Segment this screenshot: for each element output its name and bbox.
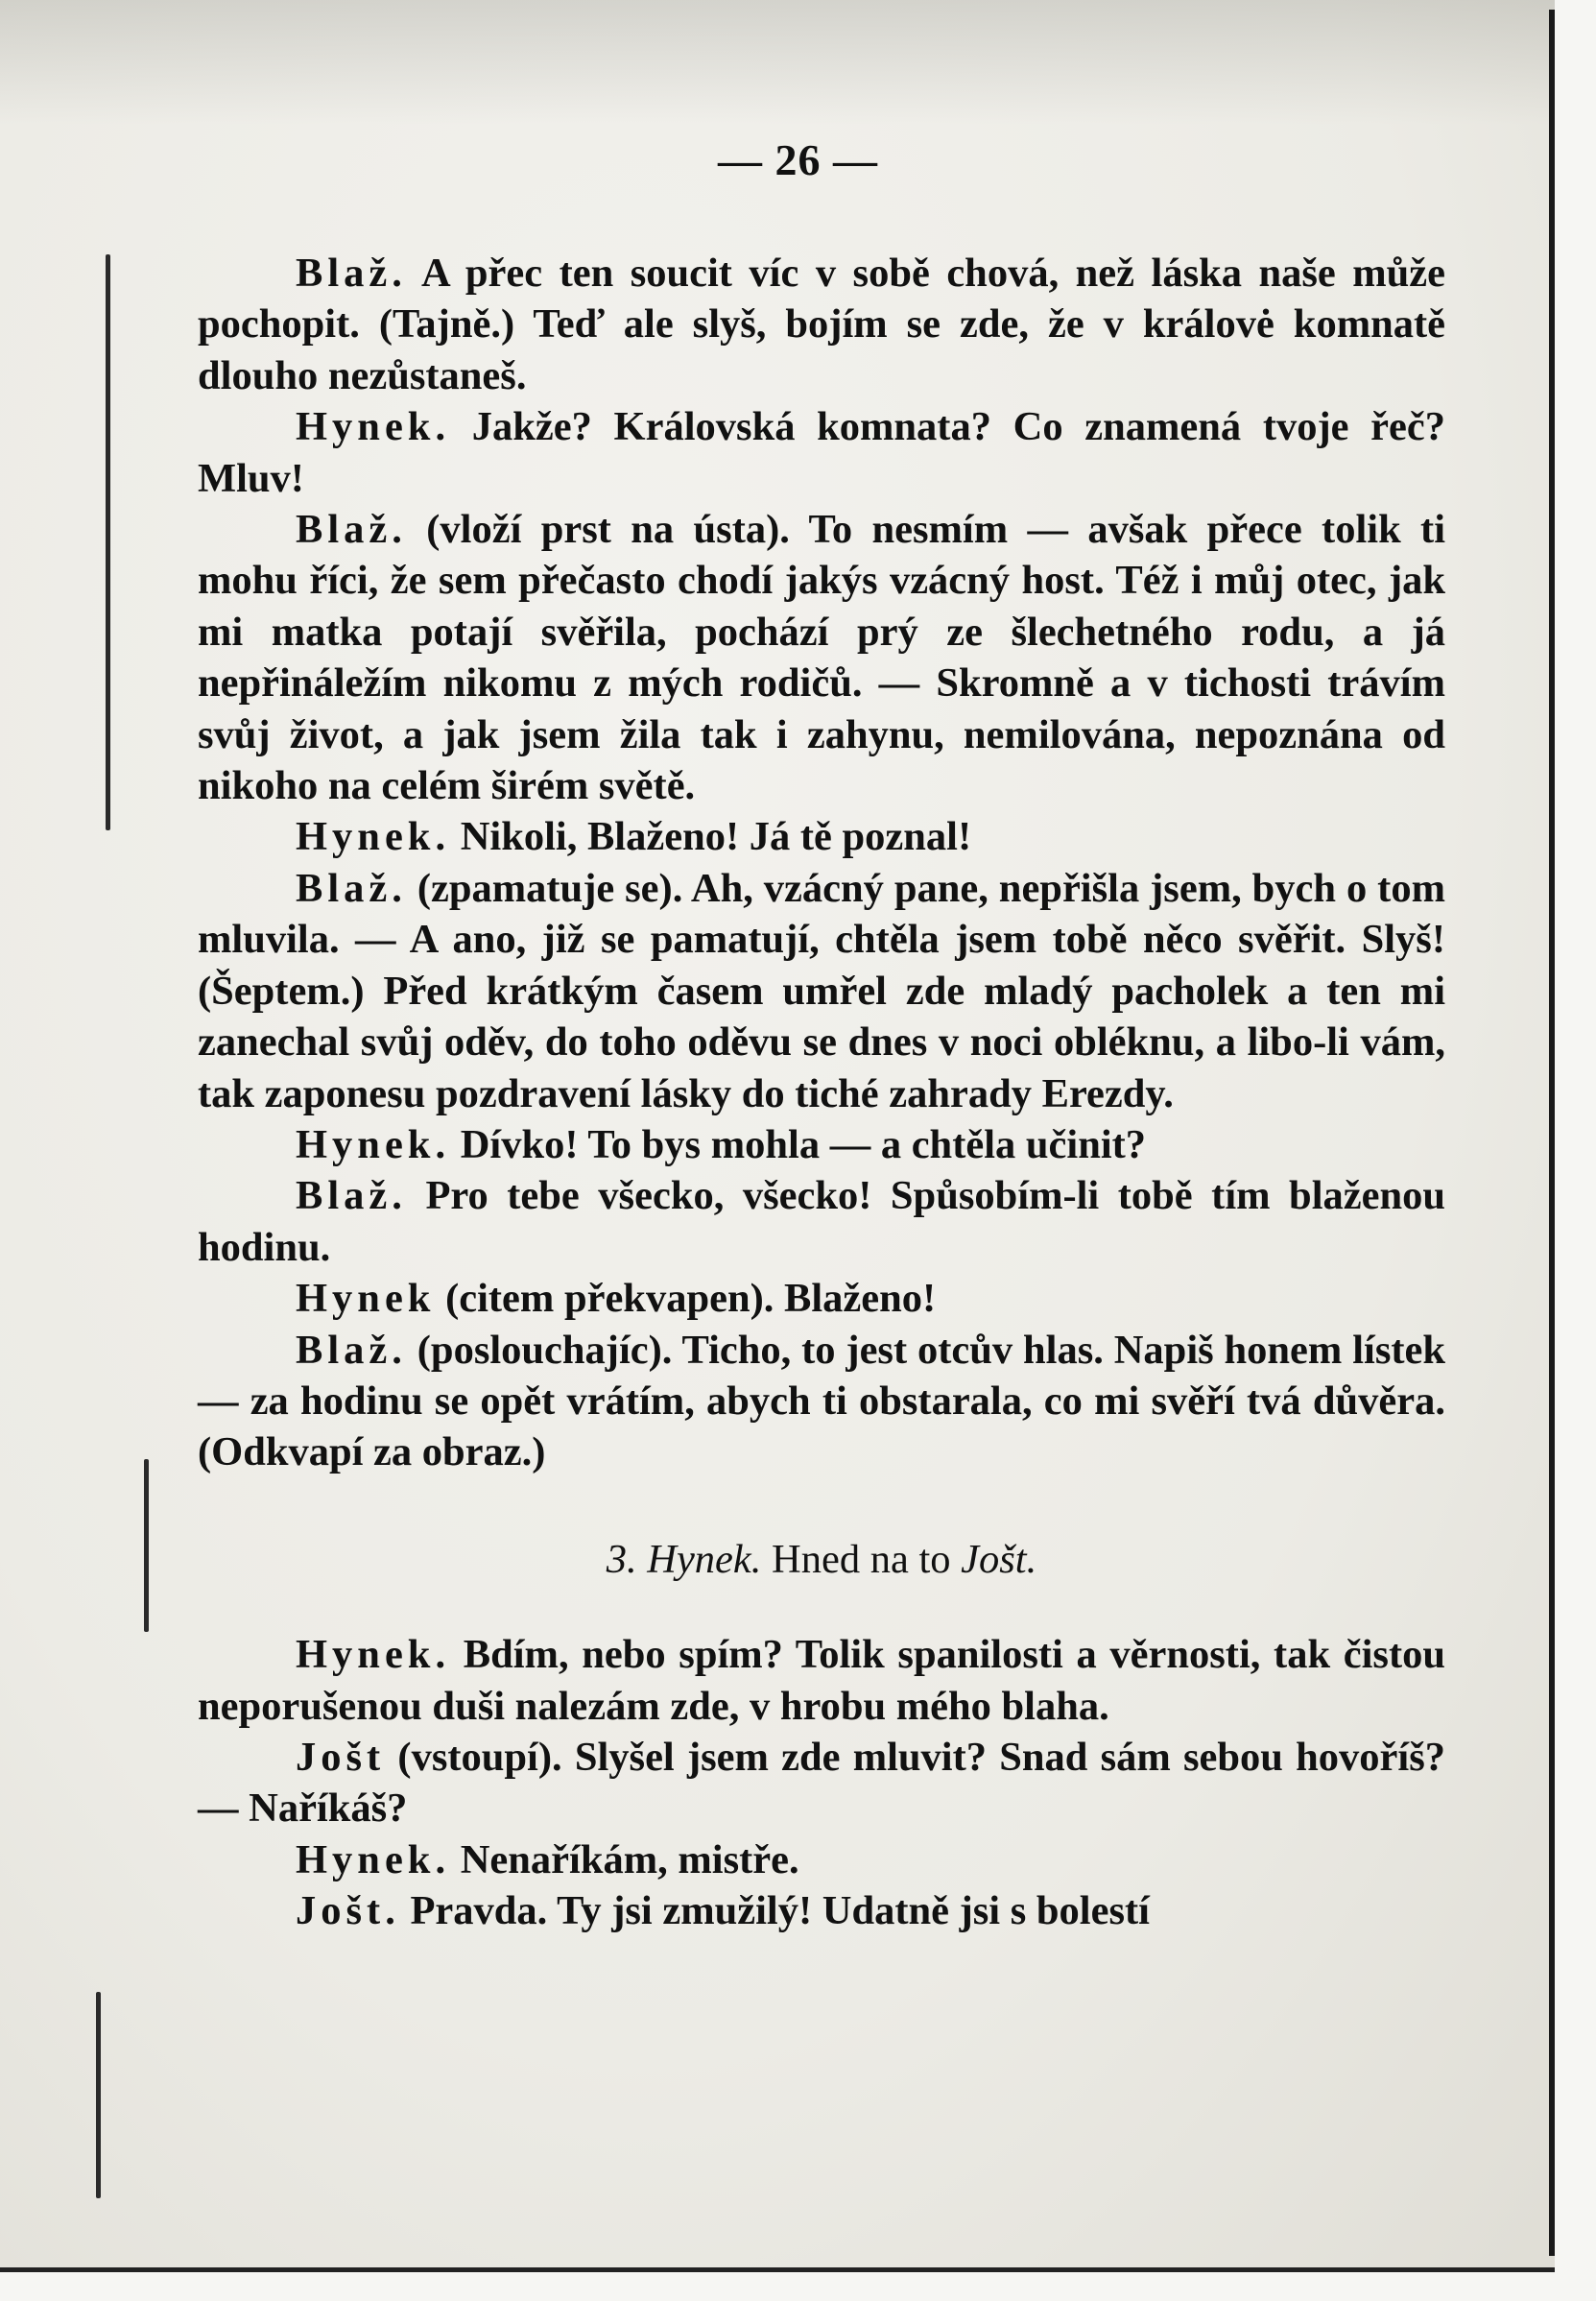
scene-first-character: Hynek. xyxy=(647,1536,762,1582)
dialogue-paragraph xyxy=(198,401,1445,504)
scene-connector: Hned na to xyxy=(772,1536,951,1582)
dialogue-text: Jakže? Královská komnata? Co znamená tvoje řeč? Mluv! xyxy=(198,404,1446,501)
dialogue-paragraph xyxy=(198,1119,1445,1170)
dialogue-text: Pro tebe všecko, všecko! Spůsobím-li tobě tím blaženou hodinu. xyxy=(198,1173,1446,1270)
dialogue-paragraph xyxy=(198,504,1445,811)
dialogue-text: Nenaříkám, mistře. xyxy=(460,1836,799,1882)
speaker-name: Hynek. xyxy=(296,1632,451,1678)
play-text xyxy=(198,248,1445,1937)
right-margin xyxy=(1555,0,1596,2301)
speaker-name: Jošt xyxy=(296,1734,386,1780)
dialogue-text: A přec ten soucit víc v sobě chová, než láska naše může pochopit. (Tajně.) Teď ale slyš, bojím se zde, že v královė komnatě dlouho nezůstaneš. xyxy=(198,251,1446,398)
dialogue-paragraph xyxy=(198,1834,1445,1885)
dialogue-paragraph xyxy=(198,1273,1445,1324)
bottom-margin xyxy=(0,2272,1596,2301)
dialogue-paragraph xyxy=(198,248,1445,401)
page-number: — 26 — xyxy=(718,135,878,184)
dialogue-text: (citem překvapen). Blaženo! xyxy=(445,1276,937,1322)
dialogue-text: (vstoupí). Slyšel jsem zde mluvit? Snad sám sebou hovoříš? — Naříkáš? xyxy=(198,1734,1445,1832)
scene-heading xyxy=(198,1534,1445,1585)
dialogue-text: Nikoli, Blaženo! Já tě poznal! xyxy=(460,814,972,860)
dialogue-paragraph xyxy=(198,1325,1445,1478)
speaker-name: Blaž. xyxy=(296,251,407,296)
page-top-shading xyxy=(0,0,1596,125)
speaker-name: Hynek. xyxy=(296,1836,451,1882)
dialogue-text: (vloží prst na ústa). To nesmím — avšak přece tolik ti mohu říci, že sem přečasto chodí jakýs vzácný host. Též i můj otec, jak mi matka potají svěřila, pochází prý ze šlechetného rodu, a já nepřináležím nikomu z mých rodičů. — Skromně a v tichosti trávím svůj život, a jak jsem žila tak i zahynu, nemilována, nepoznána od nikoho na celém širém světě. xyxy=(198,507,1446,809)
speaker-name: Blaž. xyxy=(296,865,407,911)
dialogue-paragraph xyxy=(198,1629,1445,1732)
scene-number: 3. xyxy=(606,1536,637,1582)
left-margin-mark xyxy=(96,1992,101,2198)
speaker-name: Jošt. xyxy=(296,1888,400,1934)
left-margin-mark xyxy=(144,1459,149,1632)
scene-second-character: Jošt. xyxy=(961,1536,1037,1582)
dialogue-text: (zpamatuje se). Ah, vzácný pane, nepřišla jsem, bych o tom mluvila. — A ano, již se pamatují, chtěla jsem tobě něco svěřit. Slyš! (Šeptem.) Před krátkým časem umřel zde mladý pacholek a ten mi zanechal svůj oděv, do toho oděvu se dnes v noci obléknu, a libo-li vám, tak zaponesu pozdravení lásky do tiché zahrady Erezdy. xyxy=(198,865,1445,1116)
dialogue-paragraph xyxy=(198,863,1445,1119)
speaker-name: Hynek. xyxy=(296,814,451,860)
speaker-name: Blaž. xyxy=(296,1173,407,1219)
dialogue-text: Pravda. Ty jsi zmužilý! Udatně jsi s bolestí xyxy=(410,1888,1150,1934)
dialogue-paragraph xyxy=(198,1732,1445,1834)
speaker-name: Hynek xyxy=(296,1276,436,1322)
speaker-name: Hynek. xyxy=(296,404,451,450)
dialogue-paragraph xyxy=(198,1885,1445,1936)
dialogue-text: (poslouchajíc). Ticho, to jest otcův hlas. Napiš honem lístek — za hodinu se opět vrátím, abych ti obstarala, co mi svěří tvá důvěra. (Odkvapí za obraz.) xyxy=(198,1327,1446,1475)
speaker-name: Hynek. xyxy=(296,1121,451,1167)
dialogue-text: Dívko! To bys mohla — a chtěla učinit? xyxy=(460,1121,1147,1167)
left-margin-mark xyxy=(106,254,110,830)
dialogue-paragraph xyxy=(198,1170,1445,1273)
speaker-name: Blaž. xyxy=(296,1327,407,1373)
speaker-name: Blaž. xyxy=(296,507,407,553)
dialogue-text: Bdím, nebo spím? Tolik spanilosti a věrnosti, tak čistou neporušenou duši nalezám zde, v hrobu mého blaha. xyxy=(198,1632,1446,1729)
dialogue-paragraph xyxy=(198,811,1445,862)
